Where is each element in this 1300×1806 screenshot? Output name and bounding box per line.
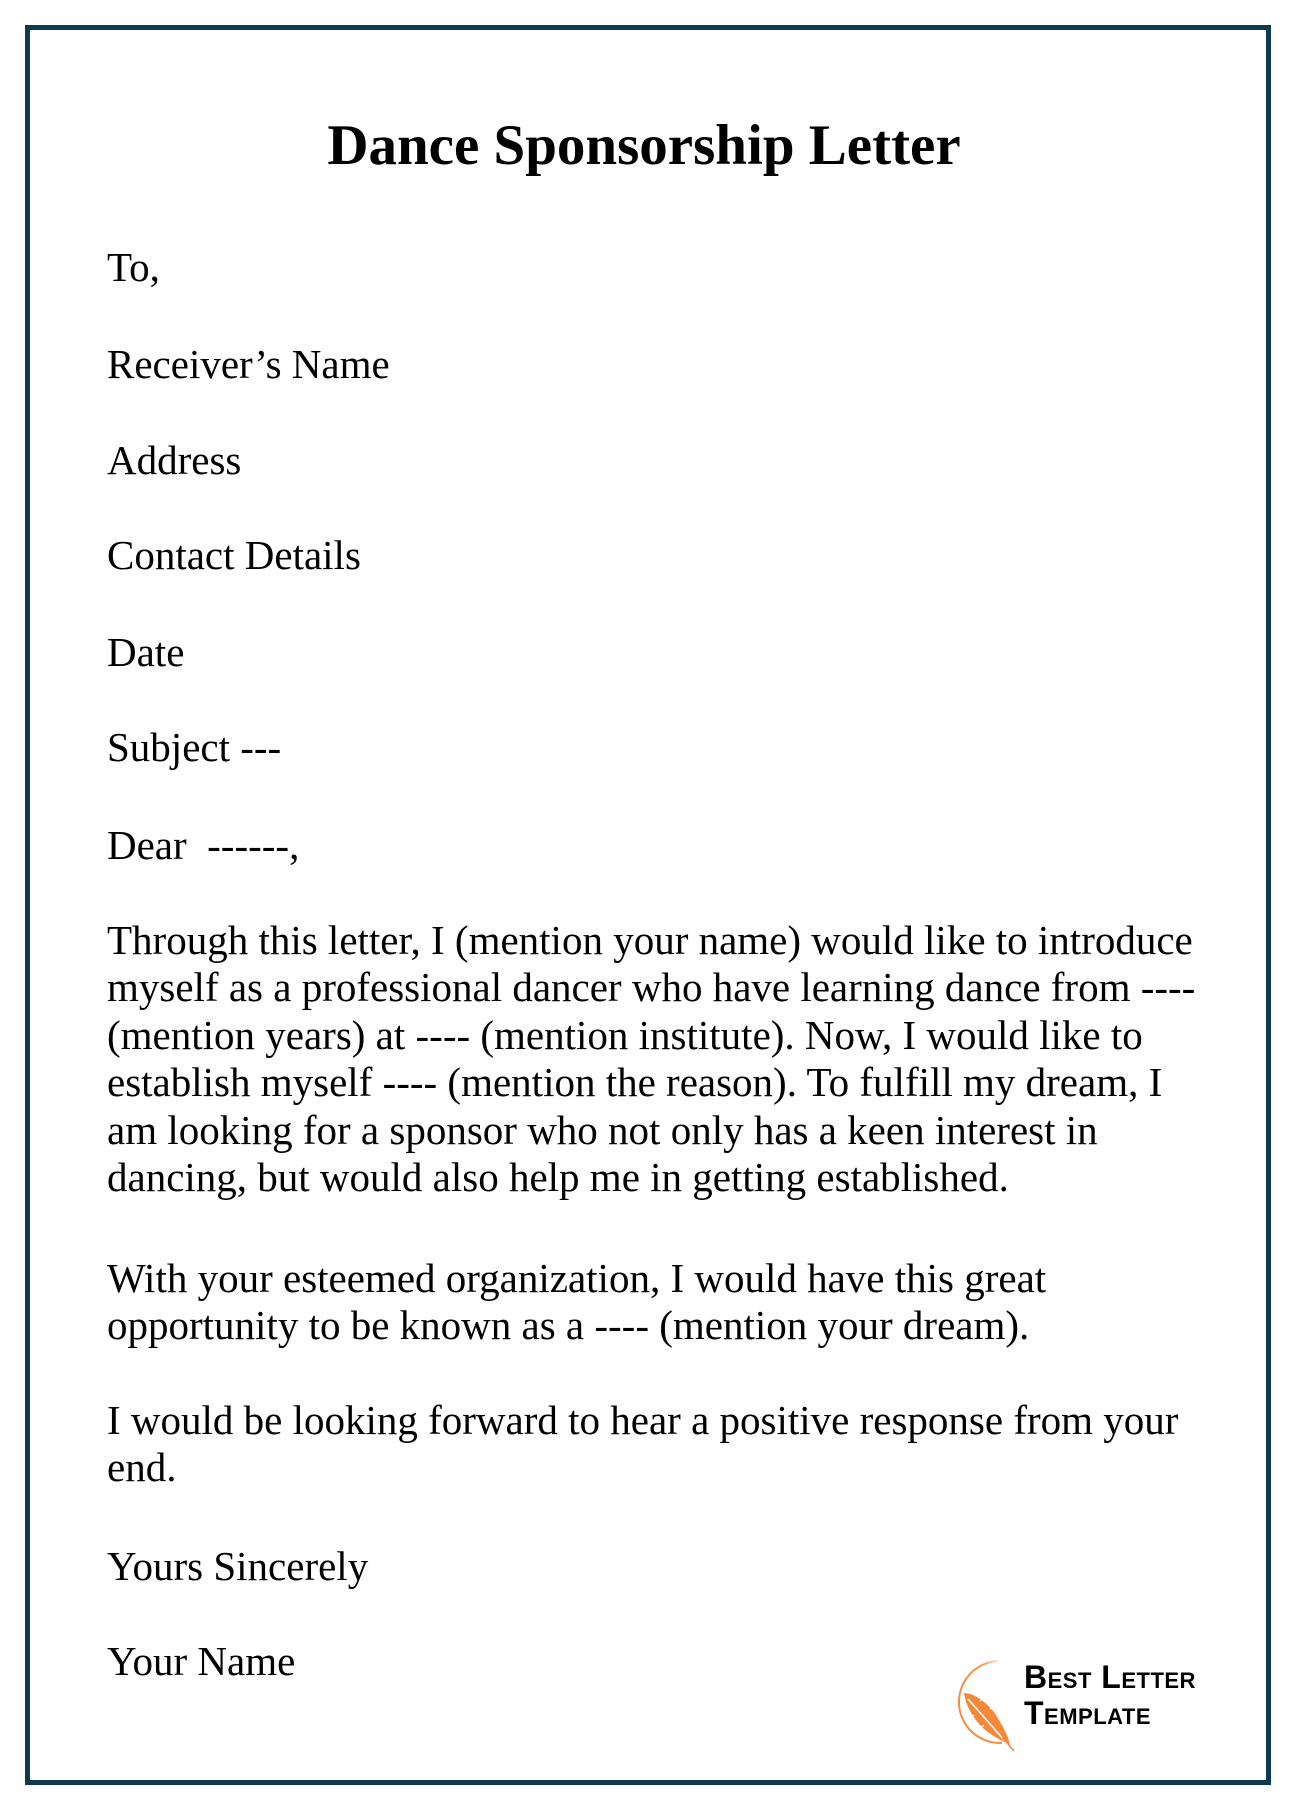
letter-border-frame bbox=[25, 25, 1271, 1785]
closing-line: Yours Sincerely bbox=[107, 1543, 369, 1589]
contact-details-line: Contact Details bbox=[107, 532, 361, 578]
paragraph-line: (mention years) at ---- (mention institute). Now, I would like to bbox=[107, 1012, 1143, 1058]
page-title: Dance Sponsorship Letter bbox=[327, 114, 961, 177]
paragraph-line: With your esteemed organization, I would have this great bbox=[107, 1255, 1047, 1301]
paragraph-line: opportunity to be known as a ---- (mention your dream). bbox=[107, 1302, 1030, 1348]
subject-line: Subject --- bbox=[107, 724, 282, 770]
paragraph-line: myself as a professional dancer who have learning dance from ---- bbox=[107, 964, 1196, 1010]
date-line: Date bbox=[107, 629, 185, 675]
receiver-name-line: Receiver’s Name bbox=[107, 341, 390, 387]
signature-line: Your Name bbox=[107, 1638, 296, 1684]
recipient-to-line: To, bbox=[107, 244, 160, 290]
paragraph-line: Through this letter, I (mention your name) would like to introduce bbox=[107, 917, 1193, 963]
feather-icon bbox=[940, 1655, 1020, 1755]
paragraph-line: I would be looking forward to hear a positive response from your bbox=[107, 1397, 1179, 1443]
best-letter-template-logo bbox=[940, 1655, 1220, 1755]
paragraph-line: am looking for a sponsor who not only has a keen interest in bbox=[107, 1107, 1098, 1153]
logo-text-line-1: Best Letter bbox=[1024, 1659, 1196, 1695]
paragraph-line: establish myself ---- (mention the reason). To fulfill my dream, I bbox=[107, 1059, 1163, 1105]
logo-text-line-2: Template bbox=[1024, 1695, 1152, 1731]
paragraph-line: end. bbox=[107, 1444, 177, 1490]
salutation-line: Dear ------, bbox=[107, 822, 300, 868]
address-line: Address bbox=[107, 437, 242, 483]
paragraph-line: dancing, but would also help me in getting established. bbox=[107, 1154, 1009, 1200]
